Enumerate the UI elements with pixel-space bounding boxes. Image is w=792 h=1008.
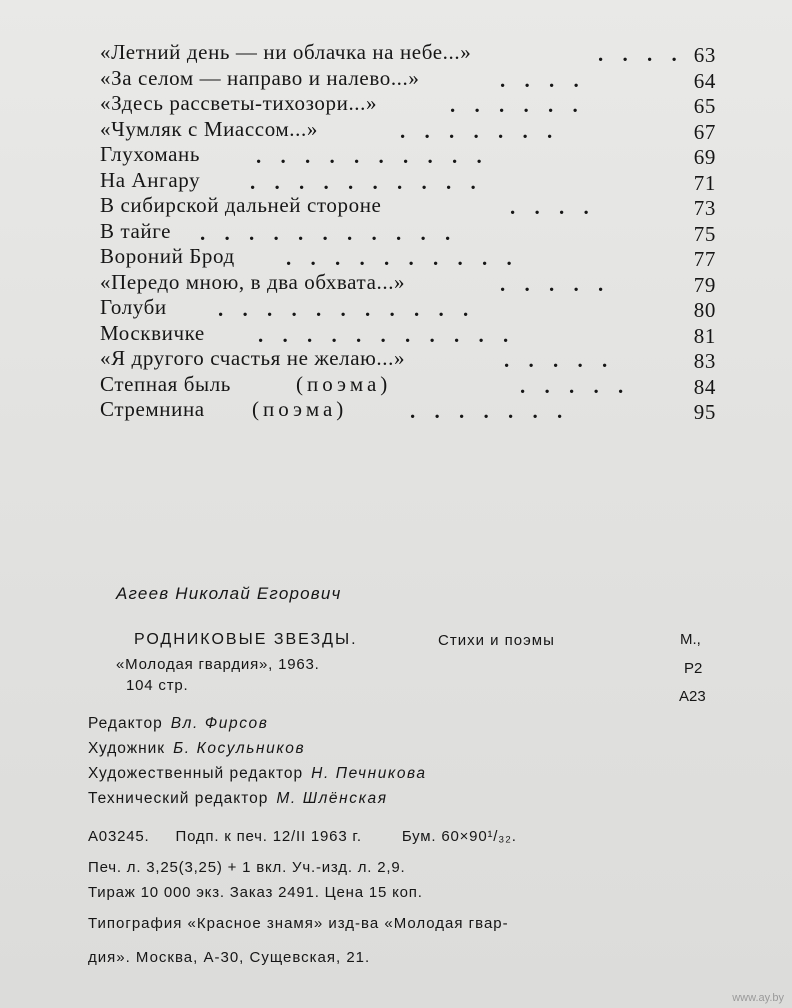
toc-entry-title: Голуби	[100, 295, 167, 319]
toc-entry-page: 84	[693, 374, 716, 399]
toc-entry-page: 67	[693, 119, 716, 144]
toc-entry-title: В тайге	[100, 218, 172, 243]
toc-entry	[100, 244, 720, 270]
toc-leader-dots: . . . . . . . . . .	[256, 144, 482, 168]
toc-entry-note: (поэма)	[296, 371, 392, 396]
credit-editor	[88, 715, 268, 733]
book-title: РОДНИКОВЫЕ ЗВЕЗДЫ.	[134, 631, 358, 648]
toc-leader-dots: . . . . . . .	[410, 399, 563, 423]
toc-leader-dots: . . . . . . .	[400, 118, 553, 143]
toc-entry-page: 65	[693, 94, 716, 118]
toc-leader-dots: . . . . .	[500, 271, 604, 296]
credit-person: Вл. Фирсов	[170, 715, 269, 732]
toc-leader-dots: . . . . . . . . . . .	[258, 322, 509, 347]
toc-entry-page: 75	[693, 221, 716, 246]
toc-leader-dots: . . . . . . . . . . .	[200, 220, 451, 245]
toc-entry-title: «Летний день — ни облачка на небе...»	[100, 40, 472, 64]
credit-artist	[88, 740, 305, 758]
toc-entry-title: В сибирской дальней стороне	[100, 193, 382, 217]
print-code: А03245.	[88, 828, 150, 845]
toc-entry-page: 64	[693, 68, 716, 93]
toc-entry-page: 77	[693, 247, 716, 271]
toc-entry	[100, 270, 720, 296]
toc-entry-title: «Я другого счастья не желаю...»	[100, 346, 406, 370]
toc-leader-dots: . . . .	[500, 67, 579, 92]
toc-entry-page: 71	[693, 170, 716, 195]
toc-entry-title: Москвичке	[100, 320, 205, 345]
watermark: www.ay.by	[732, 992, 784, 1004]
toc-leader-dots: . . . . . . . . . .	[286, 246, 512, 270]
toc-entry	[100, 372, 720, 398]
toc-entry-title: «Передо мною, в два обхвата...»	[100, 269, 406, 294]
toc-entry	[100, 168, 720, 194]
toc-entry	[100, 91, 720, 117]
toc-leader-dots: . . . . . . . . . .	[250, 169, 476, 194]
toc-leader-dots: . . . .	[510, 195, 589, 219]
page-count: 104 стр.	[126, 677, 189, 694]
toc-entry-title: «За селом — направо и налево...»	[100, 65, 420, 90]
toc-leader-dots: . . . . . .	[450, 93, 578, 117]
printer-line-1: Типография «Красное знамя» изд-ва «Молодая гвар-	[88, 915, 509, 932]
print-data-line-2: Печ. л. 3,25(3,25) + 1 вкл. Уч.-изд. л. 2,9.	[88, 859, 406, 876]
toc-leader-dots: . . . . . . . . . . .	[218, 297, 469, 321]
toc-entry	[100, 295, 720, 321]
toc-entry	[100, 66, 720, 92]
table-of-contents	[100, 40, 720, 423]
signed-to-print: Подп. к печ. 12/II 1963 г.	[175, 828, 362, 845]
toc-leader-dots: . . . .	[598, 42, 677, 66]
bbk-index-p: Р2	[684, 660, 703, 677]
credit-art-editor	[88, 765, 427, 783]
toc-entry	[100, 40, 720, 66]
toc-entry-title: «Чумляк с Миассом...»	[100, 116, 318, 141]
print-data-line-1	[88, 828, 517, 845]
credit-person: Б. Косульников	[173, 740, 306, 757]
credit-role: Технический редактор	[88, 790, 269, 807]
toc-entry	[100, 397, 720, 423]
paper-format: Бум. 60×90¹/₃₂.	[401, 828, 517, 845]
bbk-index-a: А23	[679, 688, 706, 705]
toc-entry-title: Вороний Брод	[100, 244, 235, 268]
toc-entry	[100, 142, 720, 168]
credit-person: Н. Печникова	[311, 765, 427, 782]
toc-entry-page: 81	[693, 323, 716, 348]
toc-entry-page: 69	[693, 145, 716, 169]
toc-entry-page: 79	[693, 272, 716, 297]
toc-leader-dots: . . . . .	[520, 373, 624, 398]
toc-entry	[100, 346, 720, 372]
credit-role: Художественный редактор	[88, 765, 304, 782]
bbk-city: М.,	[680, 631, 701, 648]
credit-tech-editor	[88, 790, 388, 808]
toc-entry	[100, 193, 720, 219]
toc-entry-title: Степная быль	[100, 371, 231, 396]
toc-entry-title: Стремнина	[100, 397, 205, 421]
author-name: Агеев Николай Егорович	[116, 584, 342, 603]
toc-entry-note: (поэма)	[252, 397, 348, 421]
toc-entry	[100, 321, 720, 347]
toc-entry	[100, 219, 720, 245]
toc-entry-title: Глухомань	[100, 142, 201, 166]
toc-entry-title: «Здесь рассветы-тихозори...»	[100, 91, 378, 115]
book-subtitle: Стихи и поэмы	[438, 632, 555, 649]
printer-line-2: дия». Москва, А-30, Сущевская, 21.	[88, 949, 371, 966]
print-data-line-3: Тираж 10 000 экз. Заказ 2491. Цена 15 коп.	[88, 884, 423, 901]
toc-entry-page: 63	[693, 43, 716, 67]
toc-entry-page: 73	[693, 196, 716, 220]
toc-entry-title: На Ангару	[100, 167, 201, 192]
credit-role: Художник	[88, 740, 166, 757]
publisher-line: «Молодая гвардия», 1963.	[116, 656, 320, 673]
toc-entry-page: 95	[693, 400, 716, 424]
toc-entry-page: 83	[693, 349, 716, 373]
toc-leader-dots: . . . . .	[504, 348, 608, 372]
credit-person: М. Шлёнская	[276, 790, 388, 807]
toc-entry-page: 80	[693, 298, 716, 322]
credit-role: Редактор	[88, 715, 163, 732]
toc-entry	[100, 117, 720, 143]
